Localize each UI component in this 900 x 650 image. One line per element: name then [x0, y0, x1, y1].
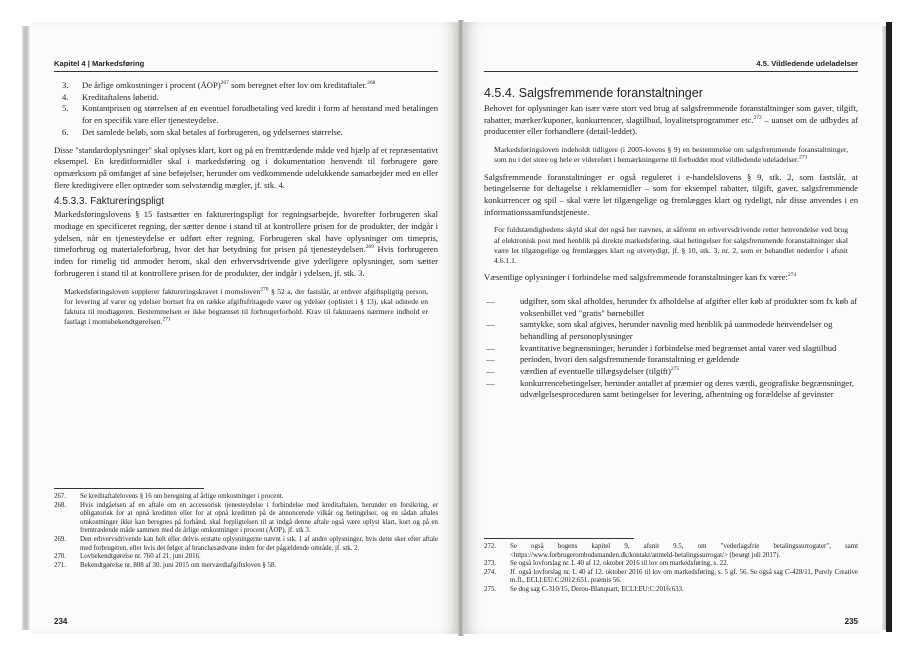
paragraph: Salgsfremmende foranstaltninger er også reguleret i e-handelslovens § 9, stk. 2, som fastslår, at betingelserne for deltagelse i reklamemidler – som for eksempel rabatter, tilgift, gaver, salgsfremmende konkurrencer og spil – skal være let tilgængelige og fremlægges klart og tydeligt, når disse anvendes i en informationssamfundstjeneste.	[484, 171, 858, 217]
section-heading: 4.5.3.3. Faktureringspligt	[54, 196, 165, 208]
list-item: — perioden, hvori den salgsfremmende foranstaltning er gældende	[486, 354, 740, 365]
paragraph: Væsentlige oplysninger i forbindelse med salgsfremmende foranstaltninger kan fx være:$^{274}$	[484, 272, 797, 283]
left-page-body	[54, 80, 438, 333]
footnote: 274. Jf. også lovforslag nr. L 40 af 12. oktober 2016 til lov om markedsføring, s. 5 gf. 56. Se også sag C-428/11, Purely Creative m.fl., ECLI:EU:C:2012:651, præmis 56.	[484, 568, 858, 585]
left-page	[32, 22, 460, 634]
footnote: 273. Se også lovforslag nr. L 40 af 12. oktober 2016 til lov om markedsføring, s. 22.	[484, 560, 729, 568]
footnote: 269. Den erhvervsdrivende kan helt eller delvis erstatte oplysningerne nævnt i stk. 1 af andre oplysninger, hvis dette sker efter aftale med forbrugeren, eller hvis det følger af branchesædvane inden for det pågældende område, jf. stk. 2.	[54, 535, 438, 552]
note-box: Markedsføringsloven supplerer faktureringskravet i momsloven$^{270}$ § 52 a, der fastslår, at enhver afgiftspligtig person, for levering af varer og ydelser bortset fra en række afgiftsfritagede varer og ydelser (oplistet i § 13), skal udstede en faktura til modtageren. Bestemmelsen er ikke begrænset til forbrugerforhold. Krav til fakturaens nærmere indhold er fastlagt i momsbekendtgørelsen.$^{271}$	[64, 286, 428, 327]
back-cover-edge	[886, 22, 892, 632]
open-book	[14, 14, 892, 639]
numbered-list	[54, 80, 438, 139]
right-page	[462, 22, 880, 634]
footnote: 267. Se kreditaftalelovens § 16 om beregning af årlige omkostninger i procent.	[54, 493, 284, 500]
page-number: 235	[844, 617, 858, 626]
note-box: For fuldstændighedens skyld skal det også her nævnes, at såfremt en erhvervsdrivende retter henvendelse ved brug af elektronisk post med henblik på direkte markedsføring, skal betingelser for salgsfremmende foranstaltninger skal være let tilgængelige og fremlægges klart og utvetydigt, jf. § 10, stk. 3, nr. 2, som er behandlet nedenfor i afsnit 4.6.1.1.	[494, 225, 848, 265]
footnote: 271. Bekendtgørelse nr. 808 af 30. juni 2015 om merværdiafgiftsloven § 58.	[54, 561, 277, 569]
list-item: 4. Kreditaftalens løbetid.	[62, 91, 159, 102]
footnote-rule	[54, 488, 204, 489]
left-page-edges	[22, 26, 30, 630]
footnote: 270. Lovbekendtgørelse nr. 760 af 21. juni 2016.	[54, 553, 201, 561]
footnote-rule	[484, 538, 634, 539]
footnote: 272. Se også bogens kapitel 9, afsnit 9.5, om "vederlagsfrie betalingssurrogater", samt <https://www.forbrugerombudsmanden.dk/kontakt/anmeld-betalingssurrogat/> (besøgt juli 2017).	[484, 543, 858, 559]
right-page-body	[484, 86, 858, 401]
section-heading: 4.5.4. Salgsfremmende foranstaltninger	[484, 86, 703, 100]
running-header: 4.5. Vildledende udeladelser	[484, 59, 858, 72]
list-item: 5. Kontantprisen og størrelsen af en eventuel forudbetaling ved kredit i form af henstand med betalingen for en specifik vare eller tjenesteydelse.	[62, 103, 438, 126]
list-item: 3. De årlige omkostninger i procent (ÅOP)$^{267}$ som beregnet efter lov om kreditaftaler.$^{268}$	[62, 80, 376, 90]
paragraph: Markedsføringslovens § 15 fastsætter en faktureringspligt for regningsarbejde, hvorefter forbrugeren skal modtage en specificeret regning, der sætter denne i stand til at kontrollere prisen for de produkter, der indgår i ydelsen, når en tjenesteydelse er udført efter regning. Forbrugeren skal have oplysninger om timepris, timeforbrug og materialeforbrug, hvor det har betydning for prisen på tjenesteydelsen.$^{269}$ Hvis forbrugeren inden for rimelig tid anmoder herom, skal den erhvervsdrivende give yderligere oplysninger, som sætter forbrugeren i stand til at kontrollere prisen for de produkter, der indgår i ydelsen, jf. stk. 3.	[54, 209, 438, 278]
footnote: 268. Hvis indgåelsen af en aftale om en accessorisk tjenesteydelse i forbindelse med kreditaftalen, herunder en forsikring, er obligatorisk for at opnå kreditten eller for at opnå kreditten på de annoncerede vilkår og betingelser, og en sådan aftales omkostninger ikke kan beregnes på forhånd, skal forpligtelsen til at indgå denne aftale også være oplyst klart, kort og på en fremtrædende måde sammen med de årlige omkostninger i procent (ÅOP), jf. stk 3.	[54, 501, 438, 535]
list-item: — samtykke, som skal afgives, herunder navnlig med henblik på uanmodede henvendelser og behandling af personoplysninger	[486, 319, 833, 341]
footnotes	[54, 488, 438, 570]
list-item: 6. Det samlede beløb, som skal betales af forbrugeren, og ydelsernes størrelse.	[62, 126, 343, 137]
paragraph: Disse "standardoplysninger" skal oplyses klart, kort og på en fremtrædende måde ved hjælp af et repræsentativt eksempel. En kreditformidler skal i markedsføring og i dokumentation henvendt til forbrugere gøre opmærksom på omfanget af sine beføjelser, herunder om vedkommende udelukkende samarbejder med en eller flere kreditgivere eller optræder som selvstændig mægler, jf. stk. 4.	[54, 144, 438, 190]
note-box: Markedsføringsloven indeholdt tidligere (i 2005-lovens § 9) en bestemmelse om salgsfremmende foranstaltninger, som nu i det store og hele er videreført i bemærkningerne til forbuddet mod vildledende udeladelser.$^{273}$	[494, 145, 848, 165]
dash-list	[484, 296, 858, 401]
paragraph: Behovet for oplysninger kan især være stort ved brug af salgsfremmende foranstaltninger som gaver, tilgift, rabatter, mærker/kuponer, konkurrencer, slagtilbud, loyalitetsprogrammer etc.$^{272}$ – uanset om de udbydes af producenter eller forhandlere (detail-leddet).	[484, 103, 858, 137]
running-header: Kapitel 4 | Markedsføring	[54, 59, 438, 72]
list-item: — værdien af eventuelle tillægsydelser (tilgift)$^{275}$	[486, 366, 680, 377]
list-item: — kvantitative begrænsninger, herunder i forbindelse med begrænset antal varer ved slagtilbud	[486, 342, 837, 353]
list-item: — konkurrencebetingelser, herunder antallet af præmier og deres værdi, geografiske begrænsninger, udvælgelsesproceduren samt betingelser for levering, afhentning og forældelse af gevinster	[486, 377, 854, 400]
list-item: — udgifter, som skal afholdes, herunder fx afholdelse af afgifter eller køb af produkter som fx køb af voksenbillet ved "gratis" børnebillet	[486, 295, 858, 318]
footnotes	[484, 538, 858, 595]
footnote: 275. Se dog sag C-310/15, Deroo-Blanquart, ECLI:EU:C:2016:633.	[484, 585, 684, 593]
page-number: 234	[54, 617, 68, 626]
